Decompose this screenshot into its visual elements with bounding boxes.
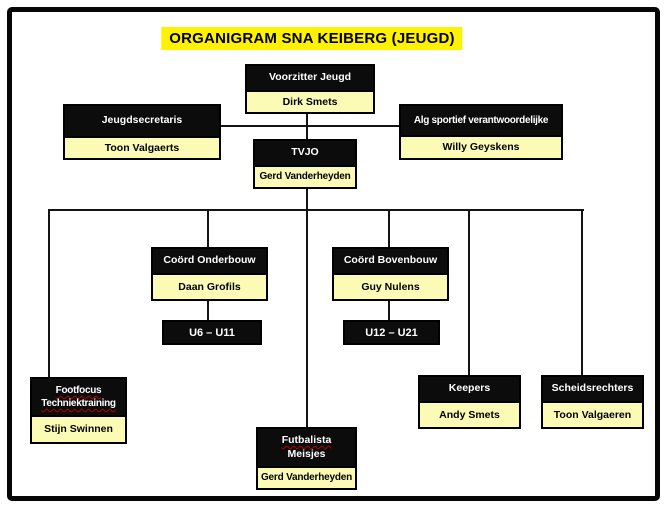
node-footfocus-name: Stijn Swinnen [32, 417, 125, 442]
node-tvjo-name: Gerd Vanderheyden [255, 167, 355, 187]
node-coord-onderbouw [151, 247, 268, 301]
connector-branch-horizontal [48, 209, 584, 211]
node-tvjo [253, 139, 357, 189]
node-footfocus-role-line1: Footfocus [55, 385, 102, 396]
node-alg-sportief-verantwoordelijke [399, 104, 563, 160]
node-voorzitter-jeugd [245, 64, 375, 114]
node-coord-bovenbouw-name: Guy Nulens [334, 275, 447, 300]
node-u12-u21: U12 – U21 [343, 320, 440, 345]
node-keepers [418, 375, 521, 429]
node-coord-bovenbouw-role: Coörd Bovenbouw [334, 249, 447, 275]
node-coord-bovenbouw [332, 247, 449, 301]
node-scheidsrechters-name: Toon Valgaeren [543, 403, 642, 428]
node-scheidsrechters-role: Scheidsrechters [543, 377, 642, 403]
node-keepers-role: Keepers [420, 377, 519, 403]
connector-drop-futbalista [306, 209, 308, 431]
node-futbalista-name: Gerd Vanderheyden [258, 468, 355, 488]
node-jeugdsecretaris-role: Jeugdsecretaris [65, 106, 219, 138]
node-scheidsrechters [541, 375, 644, 429]
node-footfocus-role-line2: Techniektraining [41, 398, 116, 409]
connector-drop-keepers [468, 209, 470, 379]
connector-drop-onderbouw [207, 209, 209, 251]
connector-voorzitter-tvjo [306, 112, 308, 142]
node-alg-sportief-role: Alg sportief verantwoordelijke [401, 106, 561, 137]
page-title: ORGANIGRAM SNA KEIBERG (JEUGD) [161, 27, 462, 50]
node-tvjo-role: TVJO [255, 141, 355, 167]
node-coord-onderbouw-name: Daan Grofils [153, 275, 266, 300]
node-keepers-name: Andy Smets [420, 403, 519, 428]
node-coord-onderbouw-role: Coörd Onderbouw [153, 249, 266, 275]
node-voorzitter-jeugd-role: Voorzitter Jeugd [247, 66, 373, 92]
node-jeugdsecretaris-name: Toon Valgaerts [65, 138, 219, 159]
connector-secretaris-alg [220, 125, 402, 127]
connector-drop-scheidsrechters [581, 209, 583, 379]
node-u6-u11: U6 – U11 [162, 320, 262, 345]
node-footfocus-techniektraining [30, 377, 127, 444]
node-futbalista-role-line2: Meisjes [287, 447, 326, 460]
node-futbalista-meisjes [256, 427, 357, 490]
node-alg-sportief-name: Willy Geyskens [401, 137, 561, 158]
node-futbalista-role [258, 429, 355, 468]
node-footfocus-role [32, 379, 125, 417]
connector-drop-bovenbouw [388, 209, 390, 251]
connector-drop-footfocus [48, 209, 50, 381]
node-futbalista-role-line1: Futbalista [281, 434, 332, 446]
node-voorzitter-jeugd-name: Dirk Smets [247, 92, 373, 113]
node-jeugdsecretaris [63, 104, 221, 160]
